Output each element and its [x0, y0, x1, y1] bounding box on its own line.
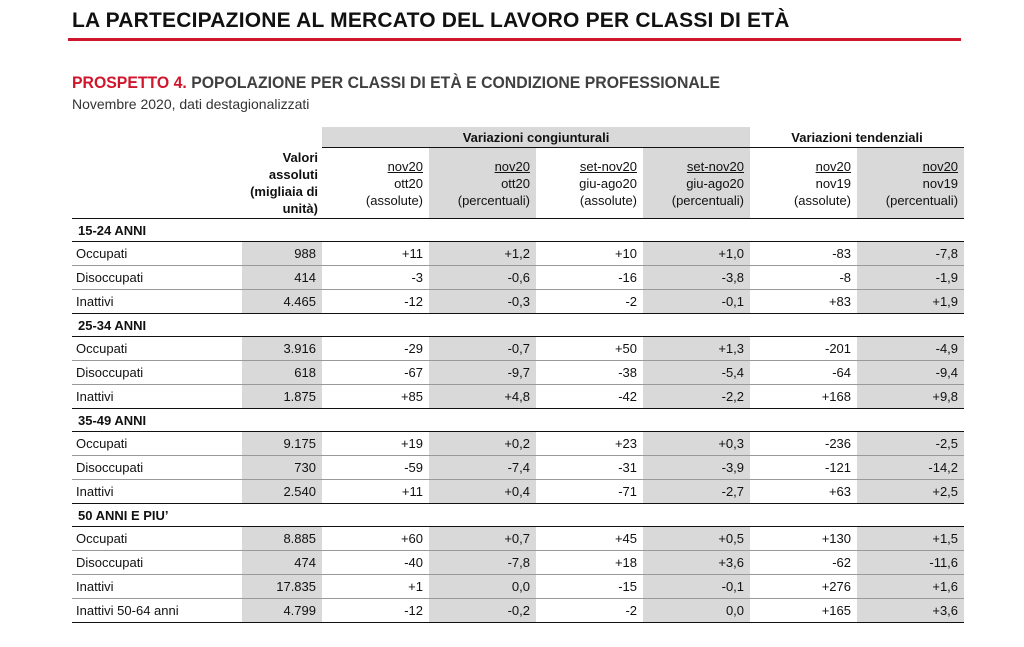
table-cell: +1,9	[857, 290, 964, 314]
table-cell: +60	[322, 527, 429, 551]
table-cell: -12	[322, 599, 429, 623]
header-col-2-line1: nov20	[494, 158, 530, 174]
table-cell: +23	[536, 432, 643, 456]
table-cell: +0,4	[429, 480, 536, 504]
table-cell: +168	[750, 385, 857, 409]
table-cell: -83	[750, 242, 857, 266]
table-cell: -16	[536, 266, 643, 290]
table-cell: -29	[322, 337, 429, 361]
table-cell: +1,3	[643, 337, 750, 361]
table-cell: -4,9	[857, 337, 964, 361]
table-caption: POPOLAZIONE PER CLASSI DI ETÀ E CONDIZIONE PROFESSIONALE	[186, 73, 721, 92]
header-col-2-line3: (percentuali)	[457, 192, 530, 208]
row-label: Occupati	[72, 432, 242, 456]
header-group-row	[72, 127, 964, 148]
table-row	[72, 337, 964, 361]
table-cell: -2	[536, 599, 643, 623]
table-cell: +19	[322, 432, 429, 456]
section-row	[72, 219, 964, 242]
table-cell: +0,3	[643, 432, 750, 456]
table-cell: -3,8	[643, 266, 750, 290]
table-row	[72, 575, 964, 599]
row-label: Inattivi	[72, 480, 242, 504]
table-cell: -0,7	[429, 337, 536, 361]
table-cell: -15	[536, 575, 643, 599]
row-label: Occupati	[72, 242, 242, 266]
header-col-6-line1: nov20	[922, 158, 959, 174]
table-cell: -9,7	[429, 361, 536, 385]
table-cell: -5,4	[643, 361, 750, 385]
table-row	[72, 242, 964, 266]
header-empty	[72, 148, 242, 219]
table-title	[72, 73, 720, 93]
row-label: Disoccupati	[72, 361, 242, 385]
table-row	[72, 385, 964, 409]
header-col-4	[643, 148, 750, 219]
row-label: Inattivi	[72, 290, 242, 314]
header-column-row	[72, 148, 964, 219]
table-cell: -7,4	[429, 456, 536, 480]
row-label: Disoccupati	[72, 266, 242, 290]
table-row	[72, 432, 964, 456]
row-label: Inattivi	[72, 575, 242, 599]
title-rule	[68, 38, 961, 41]
table-cell: -2	[536, 290, 643, 314]
table-cell: -71	[536, 480, 643, 504]
header-col-3	[536, 148, 643, 219]
table-cell: 9.175	[242, 432, 322, 456]
table-cell: +3,6	[643, 551, 750, 575]
table-number: PROSPETTO 4.	[72, 73, 187, 92]
table-cell: 1.875	[242, 385, 322, 409]
row-label: Disoccupati	[72, 456, 242, 480]
table-row	[72, 290, 964, 314]
row-label: Occupati	[72, 337, 242, 361]
table-cell: +1,2	[429, 242, 536, 266]
table-cell: +1,5	[857, 527, 964, 551]
section-title: 25-34 ANNI	[72, 314, 964, 337]
header-col-1	[322, 148, 429, 219]
row-label: Inattivi	[72, 385, 242, 409]
table-cell: +18	[536, 551, 643, 575]
table-cell: 414	[242, 266, 322, 290]
header-col-5-line3: (assolute)	[793, 192, 852, 208]
table-cell: -7,8	[857, 242, 964, 266]
table-cell: 0,0	[429, 575, 536, 599]
table-cell: 8.885	[242, 527, 322, 551]
header-col-2-line2: ott20	[501, 175, 530, 191]
header-group-tendenziali: Variazioni tendenziali	[750, 127, 964, 148]
header-col-3-line3: (assolute)	[579, 192, 637, 208]
table-cell: 3.916	[242, 337, 322, 361]
table-cell: +4,8	[429, 385, 536, 409]
table-cell: -9,4	[857, 361, 964, 385]
section-row	[72, 504, 964, 527]
table-cell: 730	[242, 456, 322, 480]
header-col-5-line2: nov19	[815, 175, 852, 191]
table-cell: +10	[536, 242, 643, 266]
data-table	[72, 127, 964, 623]
table-cell: +63	[750, 480, 857, 504]
header-col-4-line2: giu-ago20	[686, 175, 745, 191]
row-label: Disoccupati	[72, 551, 242, 575]
table-cell: +85	[322, 385, 429, 409]
table-cell: +11	[322, 242, 429, 266]
table-cell: 4.799	[242, 599, 322, 623]
table-cell: +0,2	[429, 432, 536, 456]
table-cell: +9,8	[857, 385, 964, 409]
row-label: Occupati	[72, 527, 242, 551]
table-cell: +2,5	[857, 480, 964, 504]
table-cell: -121	[750, 456, 857, 480]
table-cell: -12	[322, 290, 429, 314]
table-cell: 988	[242, 242, 322, 266]
table-row	[72, 551, 964, 575]
table-cell: -62	[750, 551, 857, 575]
table-cell: 2.540	[242, 480, 322, 504]
table-cell: -64	[750, 361, 857, 385]
table-cell: +83	[750, 290, 857, 314]
table-row	[72, 266, 964, 290]
table-cell: -1,9	[857, 266, 964, 290]
table-cell: +165	[750, 599, 857, 623]
table-cell: -0,1	[643, 290, 750, 314]
table-cell: +11	[322, 480, 429, 504]
table-cell: -0,1	[643, 575, 750, 599]
header-col-6-line3: (percentuali)	[885, 192, 959, 208]
header-group-congiunturali: Variazioni congiunturali	[322, 127, 750, 148]
header-empty	[242, 127, 322, 148]
header-empty	[72, 127, 242, 148]
header-col-1-line3: (assolute)	[365, 192, 423, 208]
table-cell: +130	[750, 527, 857, 551]
table-cell: +45	[536, 527, 643, 551]
section-row	[72, 409, 964, 432]
page-title: LA PARTECIPAZIONE AL MERCATO DEL LAVORO PER CLASSI DI ETÀ	[72, 9, 790, 32]
table-cell: +276	[750, 575, 857, 599]
header-valori-assoluti: Valori assoluti (migliaia di unità)	[242, 148, 322, 219]
header-col-6-line2: nov19	[922, 175, 959, 191]
table-row	[72, 480, 964, 504]
header-col-5	[750, 148, 857, 219]
table-cell: -14,2	[857, 456, 964, 480]
table-cell: -11,6	[857, 551, 964, 575]
table-row	[72, 599, 964, 623]
table-cell: -8	[750, 266, 857, 290]
table-cell: 4.465	[242, 290, 322, 314]
table-cell: 0,0	[643, 599, 750, 623]
table-cell: -40	[322, 551, 429, 575]
table-cell: +0,5	[643, 527, 750, 551]
header-col-4-line1: set-nov20	[686, 158, 745, 174]
table-cell: -2,2	[643, 385, 750, 409]
table-cell: +3,6	[857, 599, 964, 623]
table-cell: -201	[750, 337, 857, 361]
table-note: Novembre 2020, dati destagionalizzati	[72, 96, 310, 112]
table-cell: -3,9	[643, 456, 750, 480]
section-title: 35-49 ANNI	[72, 409, 964, 432]
table-cell: +1	[322, 575, 429, 599]
header-col-4-line3: (percentuali)	[671, 192, 745, 208]
header-col-1-line1: nov20	[387, 158, 423, 174]
row-label: Inattivi 50-64 anni	[72, 599, 242, 623]
table-cell: -0,6	[429, 266, 536, 290]
section-title: 50 ANNI E PIU’	[72, 504, 964, 527]
table-cell: -31	[536, 456, 643, 480]
header-col-2	[429, 148, 536, 219]
table-cell: -67	[322, 361, 429, 385]
table-cell: -38	[536, 361, 643, 385]
table-cell: 474	[242, 551, 322, 575]
table-cell: 618	[242, 361, 322, 385]
table-cell: -7,8	[429, 551, 536, 575]
table-cell: +0,7	[429, 527, 536, 551]
section-title: 15-24 ANNI	[72, 219, 964, 242]
table-cell: -42	[536, 385, 643, 409]
table-cell: +50	[536, 337, 643, 361]
section-row	[72, 314, 964, 337]
table-cell: -0,2	[429, 599, 536, 623]
table-cell: -59	[322, 456, 429, 480]
table-cell: 17.835	[242, 575, 322, 599]
table-cell: -236	[750, 432, 857, 456]
table-cell: +1,0	[643, 242, 750, 266]
table-cell: -2,7	[643, 480, 750, 504]
table-row	[72, 361, 964, 385]
table-cell: -2,5	[857, 432, 964, 456]
table-row	[72, 456, 964, 480]
table-cell: +1,6	[857, 575, 964, 599]
table-row	[72, 527, 964, 551]
table-cell: -0,3	[429, 290, 536, 314]
header-col-3-line2: giu-ago20	[579, 175, 637, 191]
header-col-5-line1: nov20	[815, 158, 852, 174]
header-col-6	[857, 148, 964, 219]
header-col-3-line1: set-nov20	[579, 158, 637, 174]
table-cell: -3	[322, 266, 429, 290]
header-col-1-line2: ott20	[394, 175, 423, 191]
